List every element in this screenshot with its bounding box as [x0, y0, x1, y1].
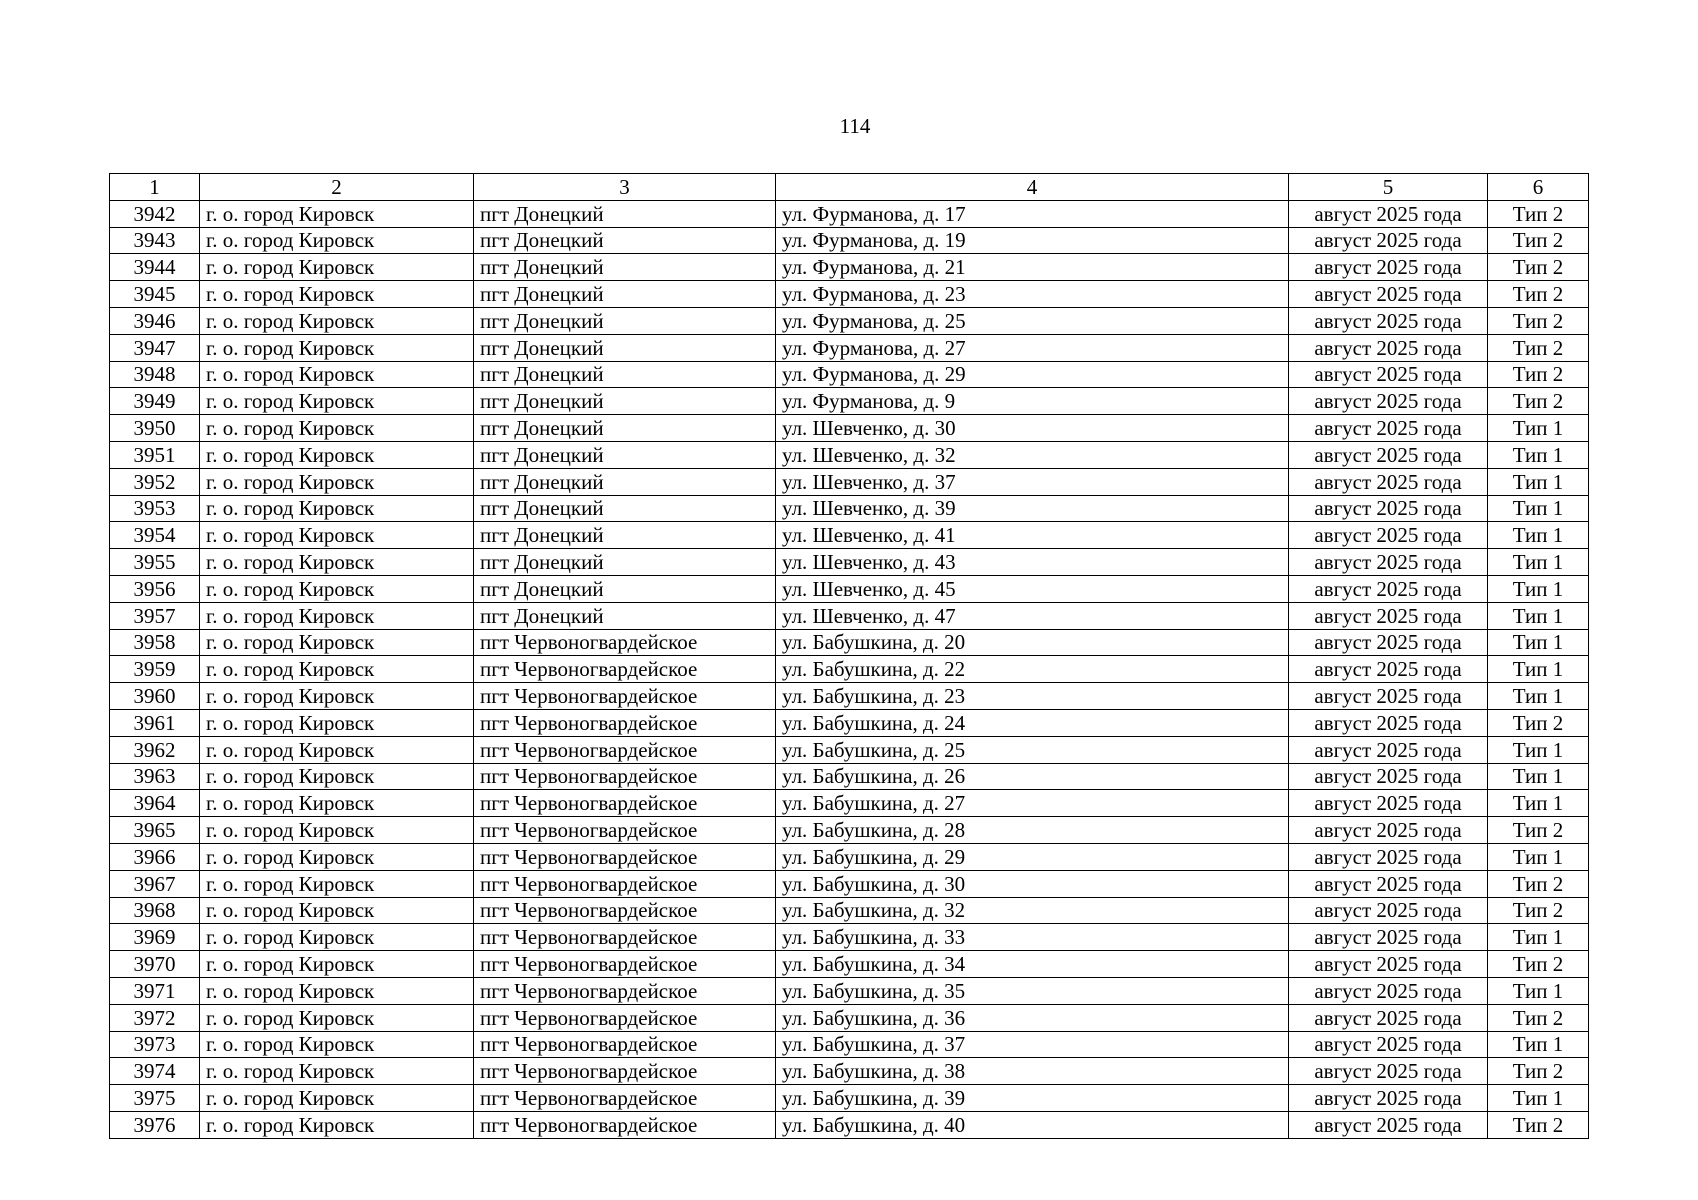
table-row [110, 790, 1589, 817]
table-row [110, 602, 1589, 629]
header-col-4: 4 [776, 174, 1289, 201]
table-row [110, 951, 1589, 978]
cell-month: август 2025 года [1289, 736, 1488, 763]
cell-address: ул. Фурманова, д. 9 [776, 388, 1289, 415]
cell-month: август 2025 года [1289, 843, 1488, 870]
cell-address: ул. Фурманова, д. 21 [776, 254, 1289, 281]
table-row [110, 415, 1589, 442]
cell-row-number: 3962 [110, 736, 200, 763]
table-row [110, 522, 1589, 549]
cell-type: Тип 2 [1488, 1058, 1589, 1085]
cell-municipality: г. о. город Кировск [200, 468, 474, 495]
cell-address: ул. Шевченко, д. 45 [776, 575, 1289, 602]
cell-row-number: 3953 [110, 495, 200, 522]
cell-type: Тип 1 [1488, 1085, 1589, 1112]
table-row [110, 763, 1589, 790]
cell-row-number: 3952 [110, 468, 200, 495]
cell-row-number: 3961 [110, 709, 200, 736]
cell-municipality: г. о. город Кировск [200, 200, 474, 227]
cell-type: Тип 2 [1488, 709, 1589, 736]
cell-month: август 2025 года [1289, 468, 1488, 495]
cell-settlement: пгт Червоногвардейское [474, 656, 776, 683]
cell-type: Тип 2 [1488, 1004, 1589, 1031]
cell-month: август 2025 года [1289, 1058, 1488, 1085]
cell-row-number: 3960 [110, 683, 200, 710]
cell-settlement: пгт Донецкий [474, 522, 776, 549]
cell-type: Тип 1 [1488, 843, 1589, 870]
cell-month: август 2025 года [1289, 1031, 1488, 1058]
cell-address: ул. Бабушкина, д. 38 [776, 1058, 1289, 1085]
cell-municipality: г. о. город Кировск [200, 656, 474, 683]
cell-address: ул. Фурманова, д. 23 [776, 281, 1289, 308]
cell-row-number: 3973 [110, 1031, 200, 1058]
cell-municipality: г. о. город Кировск [200, 361, 474, 388]
cell-settlement: пгт Донецкий [474, 281, 776, 308]
cell-address: ул. Бабушкина, д. 39 [776, 1085, 1289, 1112]
cell-row-number: 3967 [110, 870, 200, 897]
cell-municipality: г. о. город Кировск [200, 388, 474, 415]
cell-address: ул. Фурманова, д. 19 [776, 227, 1289, 254]
cell-municipality: г. о. город Кировск [200, 629, 474, 656]
table-row [110, 870, 1589, 897]
header-col-6: 6 [1488, 174, 1589, 201]
cell-row-number: 3964 [110, 790, 200, 817]
cell-type: Тип 1 [1488, 629, 1589, 656]
cell-month: август 2025 года [1289, 763, 1488, 790]
table-row [110, 254, 1589, 281]
cell-municipality: г. о. город Кировск [200, 1111, 474, 1138]
cell-settlement: пгт Червоногвардейское [474, 763, 776, 790]
cell-type: Тип 1 [1488, 977, 1589, 1004]
cell-municipality: г. о. город Кировск [200, 736, 474, 763]
cell-row-number: 3945 [110, 281, 200, 308]
table-row [110, 656, 1589, 683]
cell-month: август 2025 года [1289, 307, 1488, 334]
cell-row-number: 3943 [110, 227, 200, 254]
table-row [110, 924, 1589, 951]
cell-month: август 2025 года [1289, 495, 1488, 522]
cell-row-number: 3975 [110, 1085, 200, 1112]
cell-municipality: г. о. город Кировск [200, 709, 474, 736]
cell-month: август 2025 года [1289, 656, 1488, 683]
cell-settlement: пгт Червоногвардейское [474, 1111, 776, 1138]
cell-address: ул. Бабушкина, д. 22 [776, 656, 1289, 683]
cell-address: ул. Бабушкина, д. 32 [776, 897, 1289, 924]
table-row [110, 1085, 1589, 1112]
cell-address: ул. Шевченко, д. 47 [776, 602, 1289, 629]
cell-type: Тип 1 [1488, 441, 1589, 468]
cell-month: август 2025 года [1289, 683, 1488, 710]
table-row [110, 388, 1589, 415]
cell-address: ул. Бабушкина, д. 34 [776, 951, 1289, 978]
cell-row-number: 3971 [110, 977, 200, 1004]
cell-type: Тип 1 [1488, 1031, 1589, 1058]
cell-row-number: 3968 [110, 897, 200, 924]
table-row [110, 977, 1589, 1004]
cell-settlement: пгт Донецкий [474, 415, 776, 442]
cell-address: ул. Бабушкина, д. 30 [776, 870, 1289, 897]
cell-type: Тип 2 [1488, 388, 1589, 415]
cell-month: август 2025 года [1289, 790, 1488, 817]
cell-row-number: 3949 [110, 388, 200, 415]
cell-row-number: 3958 [110, 629, 200, 656]
table-row [110, 227, 1589, 254]
cell-settlement: пгт Червоногвардейское [474, 1085, 776, 1112]
cell-address: ул. Бабушкина, д. 20 [776, 629, 1289, 656]
cell-municipality: г. о. город Кировск [200, 870, 474, 897]
table-row [110, 897, 1589, 924]
cell-row-number: 3972 [110, 1004, 200, 1031]
cell-address: ул. Фурманова, д. 27 [776, 334, 1289, 361]
cell-month: август 2025 года [1289, 522, 1488, 549]
cell-settlement: пгт Донецкий [474, 361, 776, 388]
cell-municipality: г. о. город Кировск [200, 575, 474, 602]
cell-row-number: 3959 [110, 656, 200, 683]
cell-month: август 2025 года [1289, 575, 1488, 602]
header-col-2: 2 [200, 174, 474, 201]
cell-address: ул. Фурманова, д. 17 [776, 200, 1289, 227]
cell-month: август 2025 года [1289, 977, 1488, 1004]
cell-settlement: пгт Донецкий [474, 602, 776, 629]
cell-municipality: г. о. город Кировск [200, 334, 474, 361]
cell-type: Тип 1 [1488, 495, 1589, 522]
cell-month: август 2025 года [1289, 254, 1488, 281]
cell-municipality: г. о. город Кировск [200, 441, 474, 468]
cell-month: август 2025 года [1289, 951, 1488, 978]
cell-settlement: пгт Донецкий [474, 468, 776, 495]
cell-type: Тип 1 [1488, 924, 1589, 951]
cell-type: Тип 2 [1488, 227, 1589, 254]
cell-municipality: г. о. город Кировск [200, 307, 474, 334]
cell-municipality: г. о. город Кировск [200, 495, 474, 522]
cell-month: август 2025 года [1289, 200, 1488, 227]
cell-municipality: г. о. город Кировск [200, 602, 474, 629]
cell-address: ул. Шевченко, д. 39 [776, 495, 1289, 522]
cell-row-number: 3947 [110, 334, 200, 361]
cell-settlement: пгт Червоногвардейское [474, 1004, 776, 1031]
cell-address: ул. Бабушкина, д. 24 [776, 709, 1289, 736]
cell-settlement: пгт Донецкий [474, 441, 776, 468]
header-col-1: 1 [110, 174, 200, 201]
cell-address: ул. Бабушкина, д. 29 [776, 843, 1289, 870]
table-row [110, 736, 1589, 763]
table-row [110, 307, 1589, 334]
cell-type: Тип 1 [1488, 415, 1589, 442]
cell-municipality: г. о. город Кировск [200, 1058, 474, 1085]
cell-row-number: 3969 [110, 924, 200, 951]
cell-address: ул. Бабушкина, д. 25 [776, 736, 1289, 763]
cell-type: Тип 2 [1488, 361, 1589, 388]
cell-type: Тип 2 [1488, 254, 1589, 281]
cell-type: Тип 2 [1488, 817, 1589, 844]
cell-settlement: пгт Донецкий [474, 575, 776, 602]
cell-address: ул. Шевченко, д. 30 [776, 415, 1289, 442]
cell-settlement: пгт Червоногвардейское [474, 1031, 776, 1058]
cell-month: август 2025 года [1289, 549, 1488, 576]
cell-row-number: 3974 [110, 1058, 200, 1085]
cell-month: август 2025 года [1289, 1004, 1488, 1031]
cell-address: ул. Бабушкина, д. 36 [776, 1004, 1289, 1031]
cell-row-number: 3963 [110, 763, 200, 790]
cell-type: Тип 1 [1488, 683, 1589, 710]
cell-settlement: пгт Червоногвардейское [474, 709, 776, 736]
cell-municipality: г. о. город Кировск [200, 977, 474, 1004]
cell-month: август 2025 года [1289, 388, 1488, 415]
header-col-5: 5 [1289, 174, 1488, 201]
cell-month: август 2025 года [1289, 709, 1488, 736]
cell-month: август 2025 года [1289, 870, 1488, 897]
cell-row-number: 3976 [110, 1111, 200, 1138]
table-row [110, 200, 1589, 227]
table-row [110, 334, 1589, 361]
cell-municipality: г. о. город Кировск [200, 790, 474, 817]
cell-address: ул. Бабушкина, д. 26 [776, 763, 1289, 790]
page-number: 114 [839, 114, 871, 138]
cell-row-number: 3942 [110, 200, 200, 227]
cell-settlement: пгт Червоногвардейское [474, 897, 776, 924]
cell-address: ул. Бабушкина, д. 40 [776, 1111, 1289, 1138]
cell-municipality: г. о. город Кировск [200, 415, 474, 442]
cell-municipality: г. о. город Кировск [200, 817, 474, 844]
cell-month: август 2025 года [1289, 334, 1488, 361]
cell-municipality: г. о. город Кировск [200, 763, 474, 790]
cell-type: Тип 1 [1488, 602, 1589, 629]
cell-settlement: пгт Донецкий [474, 307, 776, 334]
cell-month: август 2025 года [1289, 602, 1488, 629]
cell-type: Тип 1 [1488, 656, 1589, 683]
table-header [110, 174, 1589, 201]
cell-settlement: пгт Червоногвардейское [474, 790, 776, 817]
cell-municipality: г. о. город Кировск [200, 1085, 474, 1112]
cell-row-number: 3957 [110, 602, 200, 629]
cell-address: ул. Шевченко, д. 32 [776, 441, 1289, 468]
cell-row-number: 3956 [110, 575, 200, 602]
cell-municipality: г. о. город Кировск [200, 951, 474, 978]
cell-address: ул. Бабушкина, д. 33 [776, 924, 1289, 951]
cell-municipality: г. о. город Кировск [200, 227, 474, 254]
cell-municipality: г. о. город Кировск [200, 1031, 474, 1058]
cell-settlement: пгт Червоногвардейское [474, 736, 776, 763]
cell-month: август 2025 года [1289, 897, 1488, 924]
cell-row-number: 3944 [110, 254, 200, 281]
cell-month: август 2025 года [1289, 227, 1488, 254]
cell-month: август 2025 года [1289, 629, 1488, 656]
cell-month: август 2025 года [1289, 281, 1488, 308]
cell-municipality: г. о. город Кировск [200, 281, 474, 308]
table-row [110, 683, 1589, 710]
cell-type: Тип 1 [1488, 575, 1589, 602]
cell-row-number: 3950 [110, 415, 200, 442]
cell-address: ул. Шевченко, д. 37 [776, 468, 1289, 495]
cell-municipality: г. о. город Кировск [200, 897, 474, 924]
cell-settlement: пгт Червоногвардейское [474, 977, 776, 1004]
cell-municipality: г. о. город Кировск [200, 254, 474, 281]
header-col-3: 3 [474, 174, 776, 201]
cell-row-number: 3954 [110, 522, 200, 549]
cell-municipality: г. о. город Кировск [200, 549, 474, 576]
register-table [109, 173, 1589, 1139]
cell-row-number: 3955 [110, 549, 200, 576]
cell-type: Тип 2 [1488, 281, 1589, 308]
table-row [110, 495, 1589, 522]
cell-settlement: пгт Червоногвардейское [474, 817, 776, 844]
cell-type: Тип 2 [1488, 897, 1589, 924]
cell-address: ул. Бабушкина, д. 37 [776, 1031, 1289, 1058]
cell-settlement: пгт Донецкий [474, 200, 776, 227]
cell-type: Тип 1 [1488, 790, 1589, 817]
cell-month: август 2025 года [1289, 361, 1488, 388]
cell-row-number: 3965 [110, 817, 200, 844]
cell-settlement: пгт Червоногвардейское [474, 629, 776, 656]
cell-type: Тип 2 [1488, 200, 1589, 227]
cell-address: ул. Фурманова, д. 25 [776, 307, 1289, 334]
cell-municipality: г. о. город Кировск [200, 522, 474, 549]
cell-type: Тип 1 [1488, 522, 1589, 549]
cell-municipality: г. о. город Кировск [200, 1004, 474, 1031]
cell-settlement: пгт Червоногвардейское [474, 683, 776, 710]
cell-row-number: 3951 [110, 441, 200, 468]
cell-month: август 2025 года [1289, 441, 1488, 468]
cell-settlement: пгт Донецкий [474, 227, 776, 254]
cell-address: ул. Фурманова, д. 29 [776, 361, 1289, 388]
cell-month: август 2025 года [1289, 1111, 1488, 1138]
cell-type: Тип 2 [1488, 870, 1589, 897]
cell-settlement: пгт Червоногвардейское [474, 1058, 776, 1085]
table-row [110, 1111, 1589, 1138]
cell-settlement: пгт Донецкий [474, 334, 776, 361]
cell-settlement: пгт Донецкий [474, 388, 776, 415]
cell-settlement: пгт Донецкий [474, 495, 776, 522]
cell-settlement: пгт Червоногвардейское [474, 951, 776, 978]
cell-type: Тип 2 [1488, 334, 1589, 361]
cell-row-number: 3966 [110, 843, 200, 870]
cell-row-number: 3970 [110, 951, 200, 978]
cell-settlement: пгт Червоногвардейское [474, 924, 776, 951]
table-row [110, 1031, 1589, 1058]
table-row [110, 575, 1589, 602]
cell-month: август 2025 года [1289, 1085, 1488, 1112]
cell-address: ул. Шевченко, д. 41 [776, 522, 1289, 549]
cell-address: ул. Бабушкина, д. 23 [776, 683, 1289, 710]
cell-month: август 2025 года [1289, 817, 1488, 844]
cell-month: август 2025 года [1289, 415, 1488, 442]
cell-type: Тип 1 [1488, 763, 1589, 790]
cell-municipality: г. о. город Кировск [200, 843, 474, 870]
cell-municipality: г. о. город Кировск [200, 683, 474, 710]
cell-type: Тип 1 [1488, 736, 1589, 763]
cell-type: Тип 2 [1488, 307, 1589, 334]
table-row [110, 281, 1589, 308]
cell-municipality: г. о. город Кировск [200, 924, 474, 951]
cell-settlement: пгт Донецкий [474, 549, 776, 576]
cell-address: ул. Бабушкина, д. 28 [776, 817, 1289, 844]
table-body [110, 200, 1589, 1138]
cell-settlement: пгт Донецкий [474, 254, 776, 281]
cell-type: Тип 2 [1488, 1111, 1589, 1138]
table-row [110, 709, 1589, 736]
table-row [110, 629, 1589, 656]
cell-row-number: 3946 [110, 307, 200, 334]
table-row [110, 361, 1589, 388]
table-row [110, 1058, 1589, 1085]
table-row [110, 441, 1589, 468]
cell-address: ул. Бабушкина, д. 27 [776, 790, 1289, 817]
cell-settlement: пгт Червоногвардейское [474, 843, 776, 870]
cell-type: Тип 1 [1488, 468, 1589, 495]
cell-address: ул. Бабушкина, д. 35 [776, 977, 1289, 1004]
cell-type: Тип 1 [1488, 549, 1589, 576]
table-row [110, 1004, 1589, 1031]
cell-address: ул. Шевченко, д. 43 [776, 549, 1289, 576]
table-row [110, 817, 1589, 844]
table-row [110, 468, 1589, 495]
header-row [110, 174, 1589, 201]
cell-row-number: 3948 [110, 361, 200, 388]
cell-settlement: пгт Червоногвардейское [474, 870, 776, 897]
table-row [110, 549, 1589, 576]
cell-type: Тип 2 [1488, 951, 1589, 978]
cell-month: август 2025 года [1289, 924, 1488, 951]
table-row [110, 843, 1589, 870]
